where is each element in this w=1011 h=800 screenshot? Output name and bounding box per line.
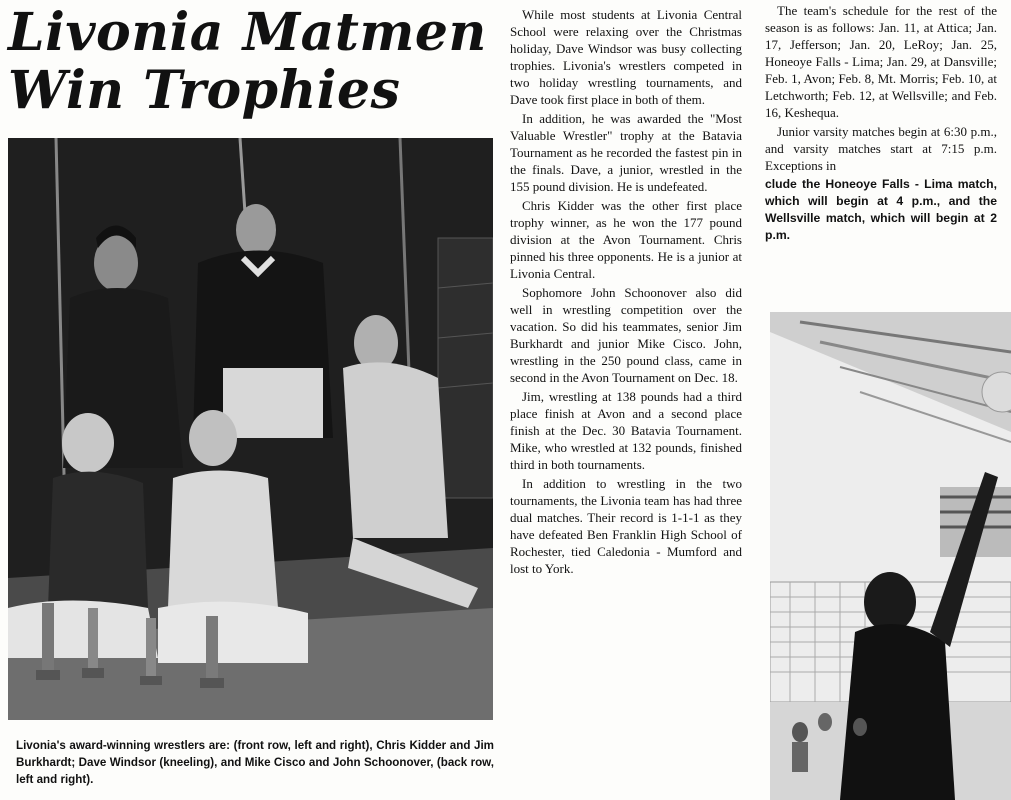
headline-line-2: Win Trophies [8, 60, 401, 121]
volleyball-player-photo-icon [770, 312, 1011, 800]
wrestlers-photo [8, 138, 493, 720]
paragraph: Jim, wrestling at 138 pounds had a third place finish at Avon and a second place finish at the Dec. 30 Batavia Tournament. Mike, who wrestled at 132 pounds, finished third in both tournaments. [510, 389, 742, 472]
paragraph: In addition to wrestling in the two tournaments, the Livonia team has had three dual matches. Their record is 1-1-1 as they have defeated Ben Franklin High School of Rochester, tied Caledonia - Mumford and lost to York. [510, 476, 742, 576]
photo-caption: Livonia's award-winning wrestlers are: (front row, left and right), Chris Kidder and Jim Burkhardt; Dave Windsor (kneeling), and Mike Cisco and John Schoonover, (back row, left and right). [16, 739, 494, 786]
paragraph: The team's schedule for the rest of the season is as follows: Jan. 11, at Attica; Jan. 17, Jefferson; Jan. 20, LeRoy; Jan. 25, Honeoye Falls - Lima; Jan. 29, at Dansville; Feb. 1, Avon; Feb. 8, Mt. Morris; Feb. 10, at Letchworth; Feb. 12, at Wellsville; and Feb. 16, Keshequa. [765, 3, 997, 120]
paragraph: Sophomore John Schoonover also did well in wrestling competition over the vacation. So did his teammates, senior Jim Burkhardt and junior Mike Cisco. John, wrestling in the 250 pound class, came in second in the Avon Tournament on Dec. 18. [510, 285, 742, 385]
headline-line-1: Livonia Matmen [8, 2, 487, 63]
paragraph: Chris Kidder was the other first place trophy winner, as he won the 177 pound division at the Avon Tournament. Chris pinned his three opponents. He is a junior at Livonia Central. [510, 198, 742, 281]
paragraph: Junior varsity matches begin at 6:30 p.m., and varsity matches start at 7:15 p.m. Exceptions in [765, 124, 997, 173]
article-column-2 [510, 6, 742, 579]
paragraph: In addition, he was awarded the "Most Valuable Wrestler" trophy at the Batavia Tournament as he recorded the fastest pin in the finals. Dave, a junior, wrestled in the 155 pound division. He is undefeated. [510, 111, 742, 194]
paragraph: While most students at Livonia Central School were relaxing over the Christmas holiday, Dave Windsor was busy collecting trophies. Livonia's wrestlers competed in two holiday wrestling tournaments, and Dave took first place in both of them. [510, 7, 742, 107]
volleyball-photo [770, 312, 1011, 800]
paragraph: clude the Honeoye Falls - Lima match, which will begin at 4 p.m., and the Wellsville match, which will begin at 2 p.m. [765, 177, 997, 242]
headline [8, 4, 493, 120]
wrestlers-group-photo-icon [8, 138, 493, 720]
article-column-3 [765, 2, 997, 246]
